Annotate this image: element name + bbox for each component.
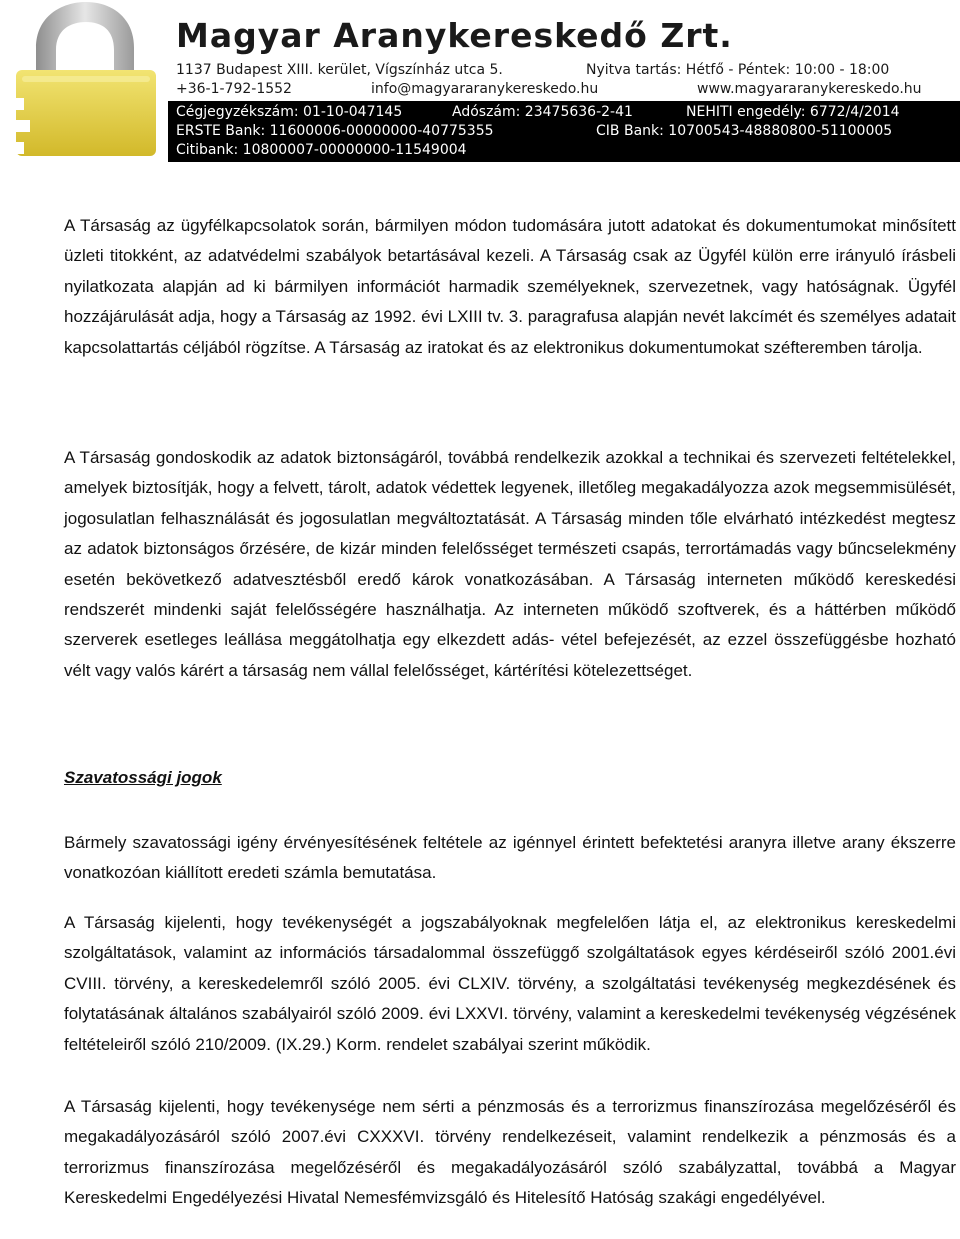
registration-band bbox=[168, 101, 960, 162]
erste-bank-account: ERSTE Bank: 11600006-00000000-40775355 bbox=[176, 123, 494, 139]
section-heading-warranty: Szavatossági jogok bbox=[64, 768, 222, 787]
warranty-paragraph: Bármely szavatossági igény érvényesítésének feltétele az igénnyel érintett befektetési aranyra illetve arany ékszerre vonatkozóan kiállított eredeti számla bemutatása. bbox=[64, 833, 956, 883]
citibank-account: Citibank: 10800007-00000000-11549004 bbox=[176, 142, 467, 158]
legal-compliance-paragraph: A Társaság kijelenti, hogy tevékenységét a jogszabályoknak megfelelően látja el, az elektronikus kereskedelmi szolgáltatások, valamint az információs társadalommal összefüggő szolgáltatások egyes kérdéseiről szóló 2001.évi CVIII. törvény, a kereskedelemről szóló 2005. évi CLXIV. törvény, a szolgáltatási tevékenység megkezdésének és folytatásának általános szabályairól szóló 2009. évi LXXVI. törvény, valamint a kereskedelmi tevékenység végzésének feltételeiről szóló 210/2009. (IX.29.) Korm. rendelet szabályai szerint működik. bbox=[64, 913, 956, 1054]
tax-number: Adószám: 23475636-2-41 bbox=[452, 104, 633, 120]
aml-compliance-paragraph: A Társaság kijelenti, hogy tevékenysége nem sérti a pénzmosás és a terrorizmus finanszírozása megelőzéséről és megakadályozásáról szóló 2007.évi CXXXVI. törvény rendelkezéseit, valamint rendelkezik a pénzmosás és a terrorizmus finanszírozása megelőzéséről és megakadályozásáról szóló szabályzattal, továbbá a Magyar Kereskedelmi Engedélyezési Hivatal Nemesfémvizsgáló és Hitelesítő Hatóság szakági engedélyével. bbox=[64, 1097, 956, 1208]
data-security-paragraph: A Társaság gondoskodik az adatok biztonságáról, továbbá rendelkezik azokkal a technikai és szervezeti feltételekkel, amelyek biztosítják, hogy a felvett, tárolt, adatok védettek legyenek, illetőleg megakadályozza azok megsemmisülését, jogosulatlan felhasználását és jogosulatlan megváltoztatását. A Társaság minden tőle elvárható intézkedést megtesz az adatok biztonságos őrzésére, de kizár minden felelősséget természeti csapás, terrortámadás vagy bűncselekmény esetén bekövetkező adatvesztésből eredő károk vonatkozásában. A Társaság interneten működő kereskedési rendszerét mindenki saját felelősségére használhatja. Az interneten működő szoftverek, és a háttérben működő szerverek esetleges leállása meggátolhatja egy elkezdett adás- vétel befejezését, az ezzel összefüggésbe hozható vélt vagy valós kárért a társaság nem vállal felelősséget, kártérítési kötelezettséget. bbox=[64, 448, 956, 680]
company-address: 1137 Budapest XIII. kerület, Vígszínház utca 5. bbox=[176, 62, 503, 78]
nehiti-permit: NEHITI engedély: 6772/4/2014 bbox=[686, 104, 900, 120]
website-address: www.magyararanykereskedo.hu bbox=[697, 81, 922, 97]
company-name: Magyar Aranykereskedő Zrt. bbox=[176, 16, 733, 55]
padlock-icon bbox=[2, 2, 168, 158]
privacy-paragraph: A Társaság az ügyfélkapcsolatok során, bármilyen módon tudomására jutott adatokat és dokumentumokat minősített üzleti titokként, az adatvédelmi szabályok betartásával kezeli. A Társaság csak az Ügyfél külön erre irányuló írásbeli nyilatkozata alapján ad ki bármilyen információt harmadik személyeknek, szervezetnek, vagy hatóságnak. Ügyfél hozzájárulását adja, hogy a Társaság az 1992. évi LXIII tv. 3. paragrafusa alapján nevét lakcímét és személyes adatait kapcsolattartás céljából rögzítse. A Társaság az iratokat és az elektronikus dokumentumokat széfteremben tárolja. bbox=[64, 216, 956, 357]
letterhead bbox=[0, 0, 960, 165]
registration-number: Cégjegyzékszám: 01-10-047145 bbox=[176, 104, 403, 120]
cib-bank-account: CIB Bank: 10700543-48880800-51100005 bbox=[596, 123, 893, 139]
email-address: info@magyararanykereskedo.hu bbox=[371, 81, 599, 97]
phone-number: +36-1-792-1552 bbox=[176, 81, 292, 97]
opening-hours: Nyitva tartás: Hétfő - Péntek: 10:00 - 18:00 bbox=[586, 62, 890, 78]
